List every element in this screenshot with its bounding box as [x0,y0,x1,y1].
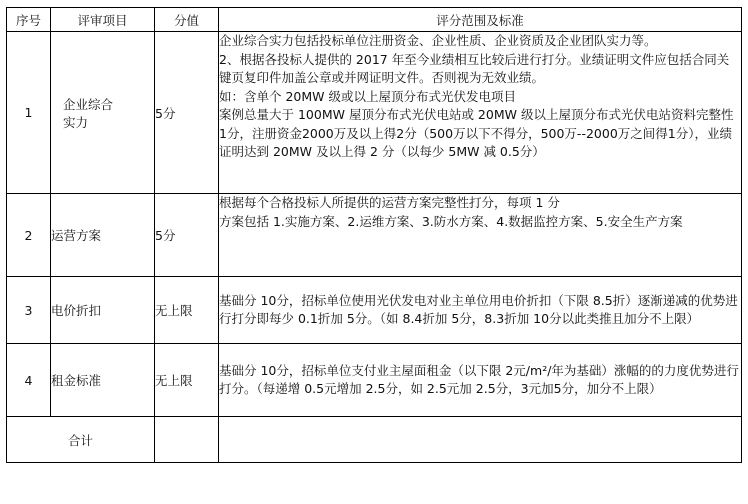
criteria-line: 根据每个合格投标人所提供的运营方案完整性打分，每项 1 分 [219,195,560,210]
row-no: 3 [7,277,51,344]
table-header-row [7,8,742,32]
criteria-line: 基础分 10分，招标单位使用光伏发电对业主单位用电价折扣（下限 8.5折）逐渐递减的优势进行打分即每少 0.1折加 5分。（如 8.4折加 5分，8.3折加 10分以此类推且加分不上限） [219,292,738,326]
table-row [7,277,742,344]
total-score [155,417,219,463]
criteria-line: 案例总量大于 100MW 屋顶分布式光伏电站或 20MW 级以上屋顶分布式光伏电站资料完整性1分，注册资金2000万及以上得2分（500万以下不得分，500万--2000万之间得1分），业绩证明达到 20MW 及以上得 2 分（以每少 5MW 减 0.5分） [219,107,734,159]
row-score: 无上限 [155,344,219,417]
row-item: 企业综合实力 [63,96,114,130]
row-item: 电价折扣 [51,277,155,344]
row-no: 4 [7,344,51,417]
scoring-table [6,7,742,463]
criteria-line: 基础分 10分，招标单位支付业主屋面租金（以下限 2元/m²/年为基础）涨幅的的力度优势进行打分。（每递增 0.5元增加 2.5分，如 2.5元加 2.5分，3元加5分，加分不上限） [219,362,739,396]
row-score: 无上限 [155,277,219,344]
header-score: 分值 [155,8,219,32]
criteria-line: 方案包括 1.实施方案、2.运维方案、3.防水方案、4.数据监控方案、5.安全生产方案 [219,213,683,229]
header-item: 评审项目 [51,8,155,32]
row-criteria [219,277,742,344]
row-no: 2 [7,194,51,277]
header-criteria: 评分范围及标准 [219,8,742,32]
total-label: 合计 [7,417,155,463]
table-row [7,344,742,417]
criteria-line: 如：含单个 20MW 级或以上屋顶分布式光伏发电项目 [219,88,516,104]
header-no: 序号 [7,8,51,32]
total-criteria [219,417,742,463]
row-score: 5分 [155,32,219,194]
table-row [7,194,742,277]
row-item: 租金标准 [51,344,155,417]
table-row [7,32,742,194]
total-row [7,417,742,463]
criteria-line: 企业综合实力包括投标单位注册资金、企业性质、企业资质及企业团队实力等。 [219,33,657,48]
row-criteria [219,344,742,417]
criteria-line: 2、根据各投标人提供的 2017 年至今业绩相互比较后进行打分。业绩证明文件应包括合同关键页复印件加盖公章或并网证明文件。否则视为无效业绩。 [219,51,730,85]
row-item: 运营方案 [51,194,155,277]
row-score: 5分 [155,194,219,277]
row-criteria [219,32,742,194]
row-criteria [219,194,742,277]
row-no: 1 [7,32,51,194]
